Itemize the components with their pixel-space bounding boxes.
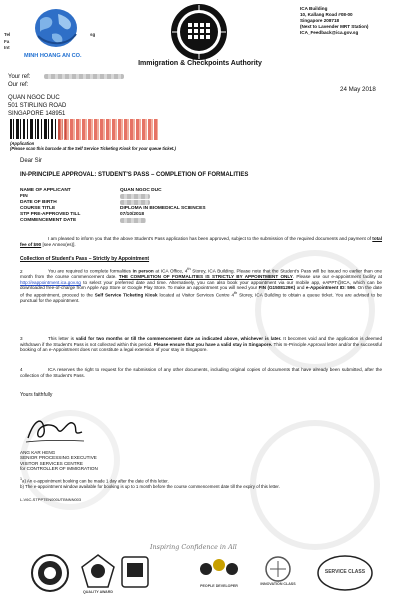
footnotes: $^1$a) An e-appointment booking can be made 1 day after the date of this letter. b) The e-appointment window available for booking is up to 1 month before the course commencement date till the expiry of this letter. [20, 477, 280, 489]
paragraph-3: 3 This letter is valid for two months or till the commencement date as indicated above, whichever is later. It becomes void and the application is deemed withdrawn if the Student's Pass is not collected within this period. Please ensure that you have a valid stay in Singapore. This In-Principle Approval letter and/or the successful booking of an e-Appointment does not constitute a legal extension of your stay in Singapore. [20, 336, 383, 353]
document-reference: L-V6C-STPPTEN000UTBNNN003 [20, 497, 82, 502]
innovation-class-label: INNOVATION CLASS [260, 582, 296, 586]
tagline: Inspiring Confidence in All [150, 543, 237, 551]
redacted-text [44, 74, 124, 79]
closing: Yours faithfully [20, 392, 53, 398]
signer-block: ANG KAR HENG SENIOR PROCESSING EXECUTIVE VISITOR SERVICES CENTRE for CONTROLLER OF IMMIGRATION [20, 450, 98, 472]
greeting: Dear Sir [20, 158, 43, 164]
ica-crest-icon [168, 2, 230, 62]
paragraph-1: I am pleased to inform you that the above Student's Pass application has been approved, subject to the submission of the required documents and payment of total fee of $90 [see Annex(es)]. [20, 236, 382, 247]
company-logo [4, 6, 104, 70]
globe-logo-icon [32, 6, 80, 50]
quality-award-icon [80, 553, 116, 593]
innovation-class-icon [255, 553, 301, 593]
barcode-caption: (Application (Please scan this barcode at the Self Service Ticketing Kiosk for your queue ticket.) [10, 141, 176, 151]
people-developer-label: PEOPLE DEVELOPER [200, 584, 238, 588]
eappointment-link[interactable]: http://eappointment.ica.gov.sg [20, 279, 81, 285]
paragraph-2: 2 You are required to complete formalities in person at ICA Office, 4th Storey, ICA Building. Please note that the Student's Pass will be issued no earlier than one month from the course commencement date. THE COMPLETION OF FORMALITIES IS STRICTLY BY APPOINTMENT ONLY. Please use our e-appointment facility at http://eappointment.ica.gov.sg to select your preferred date and time. Alternatively, you can also book your appointment via our mobile app, eAPPT@ICA, which can be downloaded free-of-charge from Apple App Store or Google Play Store. To make an appointment you will need your FIN (G1508129K) and e-Appointment ID: 596. On the date of the appointment, proceed to the Self Service Ticketing Kiosk located at Visitor Services Centre 4th Storey, ICA Building to obtain a queue ticket. You are advised to be punctual for the appointment. [20, 267, 383, 304]
logo-side-text-right: sg [90, 32, 96, 37]
redacted-text [120, 218, 146, 223]
section-heading: Collection of Student's Pass – Strictly by Appointment [20, 256, 150, 262]
paragraph-4: 4 ICA reserves the right to request for the submission of any other documents, including original copies of documents that have already been submitted, after the collection of the Student's Pass. [20, 367, 382, 378]
signature [24, 410, 86, 446]
quality-award-label: QUALITY AWARD [83, 590, 113, 594]
service-class-label: SERVICE CLASS [324, 569, 366, 575]
company-name: MINH HOANG AN CO. [24, 53, 82, 59]
our-ref: Our ref: [8, 82, 29, 88]
your-ref: Your ref: [8, 73, 124, 81]
redacted-text [120, 200, 150, 205]
redacted-barcode [58, 119, 158, 140]
applicant-details: NAME OF APPLICANT QUAN NGOC DUC FIN DATE OF BIRTH COURSE TITLE DIPLOMA IN BIOMEDICAL SCIENCES STP PRE-APPROVED TILL 07/10/2018 COMMENCEMENT DATE [20, 188, 206, 223]
recipient-address: QUAN NGOC DUC 501 STIRLING ROAD SINGAPORE 148951 [8, 95, 67, 117]
service-award-icon [118, 553, 152, 593]
agency-name: Immigration & Checkpoints Authority [138, 60, 262, 67]
letter-date: 24 May 2018 [340, 86, 376, 93]
redacted-text [120, 194, 150, 199]
logo-side-text: Tel Fa Int [4, 32, 11, 50]
agency-address: ICA Building 10, Kallang Road #08-00 Singapore 208718 (Next to Lavender MRT Station) ICA_Feedback@ica.gov.sg [300, 6, 369, 35]
subject-line: IN-PRINCIPLE APPROVAL: STUDENT'S PASS – COMPLETION OF FORMALITIES [20, 172, 249, 178]
award-seal-icon [30, 553, 70, 593]
